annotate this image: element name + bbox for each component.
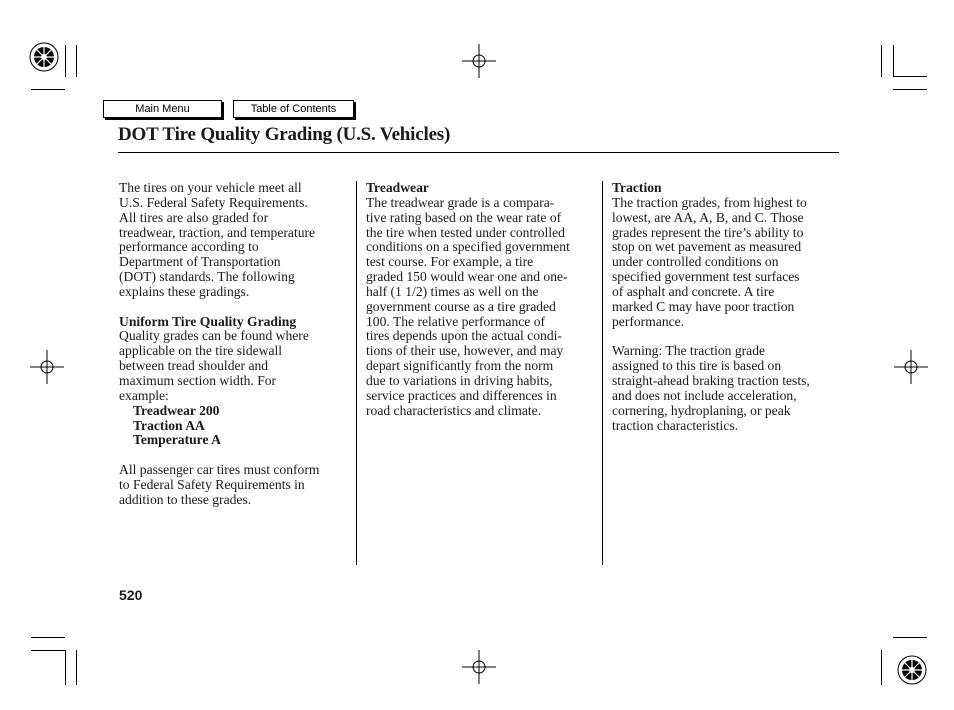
traction-line: grades represent the tire’s ability to [612,224,804,240]
registration-mark-top-left-icon [28,41,60,73]
closing-line: to Federal Safety Requirements in [119,476,305,492]
column-3 [612,181,844,433]
crosshair-right-icon [894,350,928,384]
traction-line: The traction grades, from highest to [612,194,807,210]
uniform-line: maximum section width. For [119,372,277,388]
intro-line: U.S. Federal Safety Requirements. [119,194,308,210]
uniform-line: between tread shoulder and [119,358,269,374]
treadwear-line: graded 150 would wear one and one- [366,269,568,285]
main-menu-button[interactable]: Main Menu [103,100,222,118]
page-title: DOT Tire Quality Grading (U.S. Vehicles) [118,124,451,145]
treadwear-line: road characteristics and climate. [366,402,542,418]
crosshair-left-icon [30,350,64,384]
example-traction: Traction AA [133,417,205,433]
treadwear-line: tires depends upon the actual condi- [366,328,562,344]
uniform-line: applicable on the tire sidewall [119,343,283,359]
intro-line: Department of Transportation [119,254,281,270]
example-treadwear: Treadwear 200 [133,402,220,418]
uniform-line: example: [119,387,169,403]
intro-line: treadwear, traction, and temperature [119,224,316,240]
intro-line: (DOT) standards. The following [119,269,295,285]
example-temperature: Temperature A [133,432,221,448]
closing-line: All passenger car tires must conform [119,462,320,478]
column-2 [366,181,598,419]
table-of-contents-button[interactable]: Table of Contents [233,100,354,118]
treadwear-line: service practices and differences in [366,387,557,403]
column-divider [602,181,603,565]
warning-line: traction characteristics. [612,417,739,433]
treadwear-line: the tire when tested under controlled [366,224,565,240]
warning-line: cornering, hydroplaning, or peak [612,402,791,418]
traction-line: stop on wet pavement as measured [612,239,802,255]
treadwear-line: test course. For example, a tire [366,254,534,270]
treadwear-line: half (1 1/2) times as well on the [366,283,539,299]
uniform-line: Quality grades can be found where [119,328,309,344]
treadwear-line: tions of their use, however, and may [366,343,564,359]
traction-heading: Traction [612,180,662,195]
column-divider [356,181,357,565]
warning-line: Warning: The traction grade [612,343,766,359]
traction-line: under controlled conditions on [612,254,779,270]
treadwear-line: government course as a tire graded [366,298,556,314]
treadwear-heading: Treadwear [366,180,429,195]
traction-line: of asphalt and concrete. A tire [612,283,775,299]
treadwear-line: 100. The relative performance of [366,313,546,329]
treadwear-line: depart significantly from the norm [366,358,554,374]
crosshair-bottom-icon [462,650,496,684]
traction-line: marked C may have poor traction [612,298,795,314]
registration-mark-bottom-right-icon [896,654,928,686]
treadwear-line: due to variations in driving habits, [366,372,553,388]
traction-line: performance. [612,313,685,329]
treadwear-line: tive rating based on the wear rate of [366,209,562,225]
traction-line: specified government test surfaces [612,269,800,285]
traction-line: lowest, are AA, A, B, and C. Those [612,209,804,225]
closing-line: addition to these grades. [119,491,252,507]
uniform-grading-heading: Uniform Tire Quality Grading [119,313,297,329]
warning-line: assigned to this tire is based on [612,358,782,374]
title-divider [118,152,839,153]
treadwear-line: conditions on a specified government [366,239,570,255]
intro-line: The tires on your vehicle meet all [119,180,302,195]
intro-line: performance according to [119,239,259,255]
treadwear-line: The treadwear grade is a compara- [366,194,555,210]
intro-line: explains these gradings. [119,283,250,299]
crosshair-top-icon [462,44,496,78]
warning-line: and does not include acceleration, [612,387,797,403]
warning-line: straight-ahead braking traction tests, [612,372,810,388]
page-number: 520 [119,587,143,603]
intro-line: All tires are also graded for [119,209,269,225]
column-1 [119,181,351,508]
